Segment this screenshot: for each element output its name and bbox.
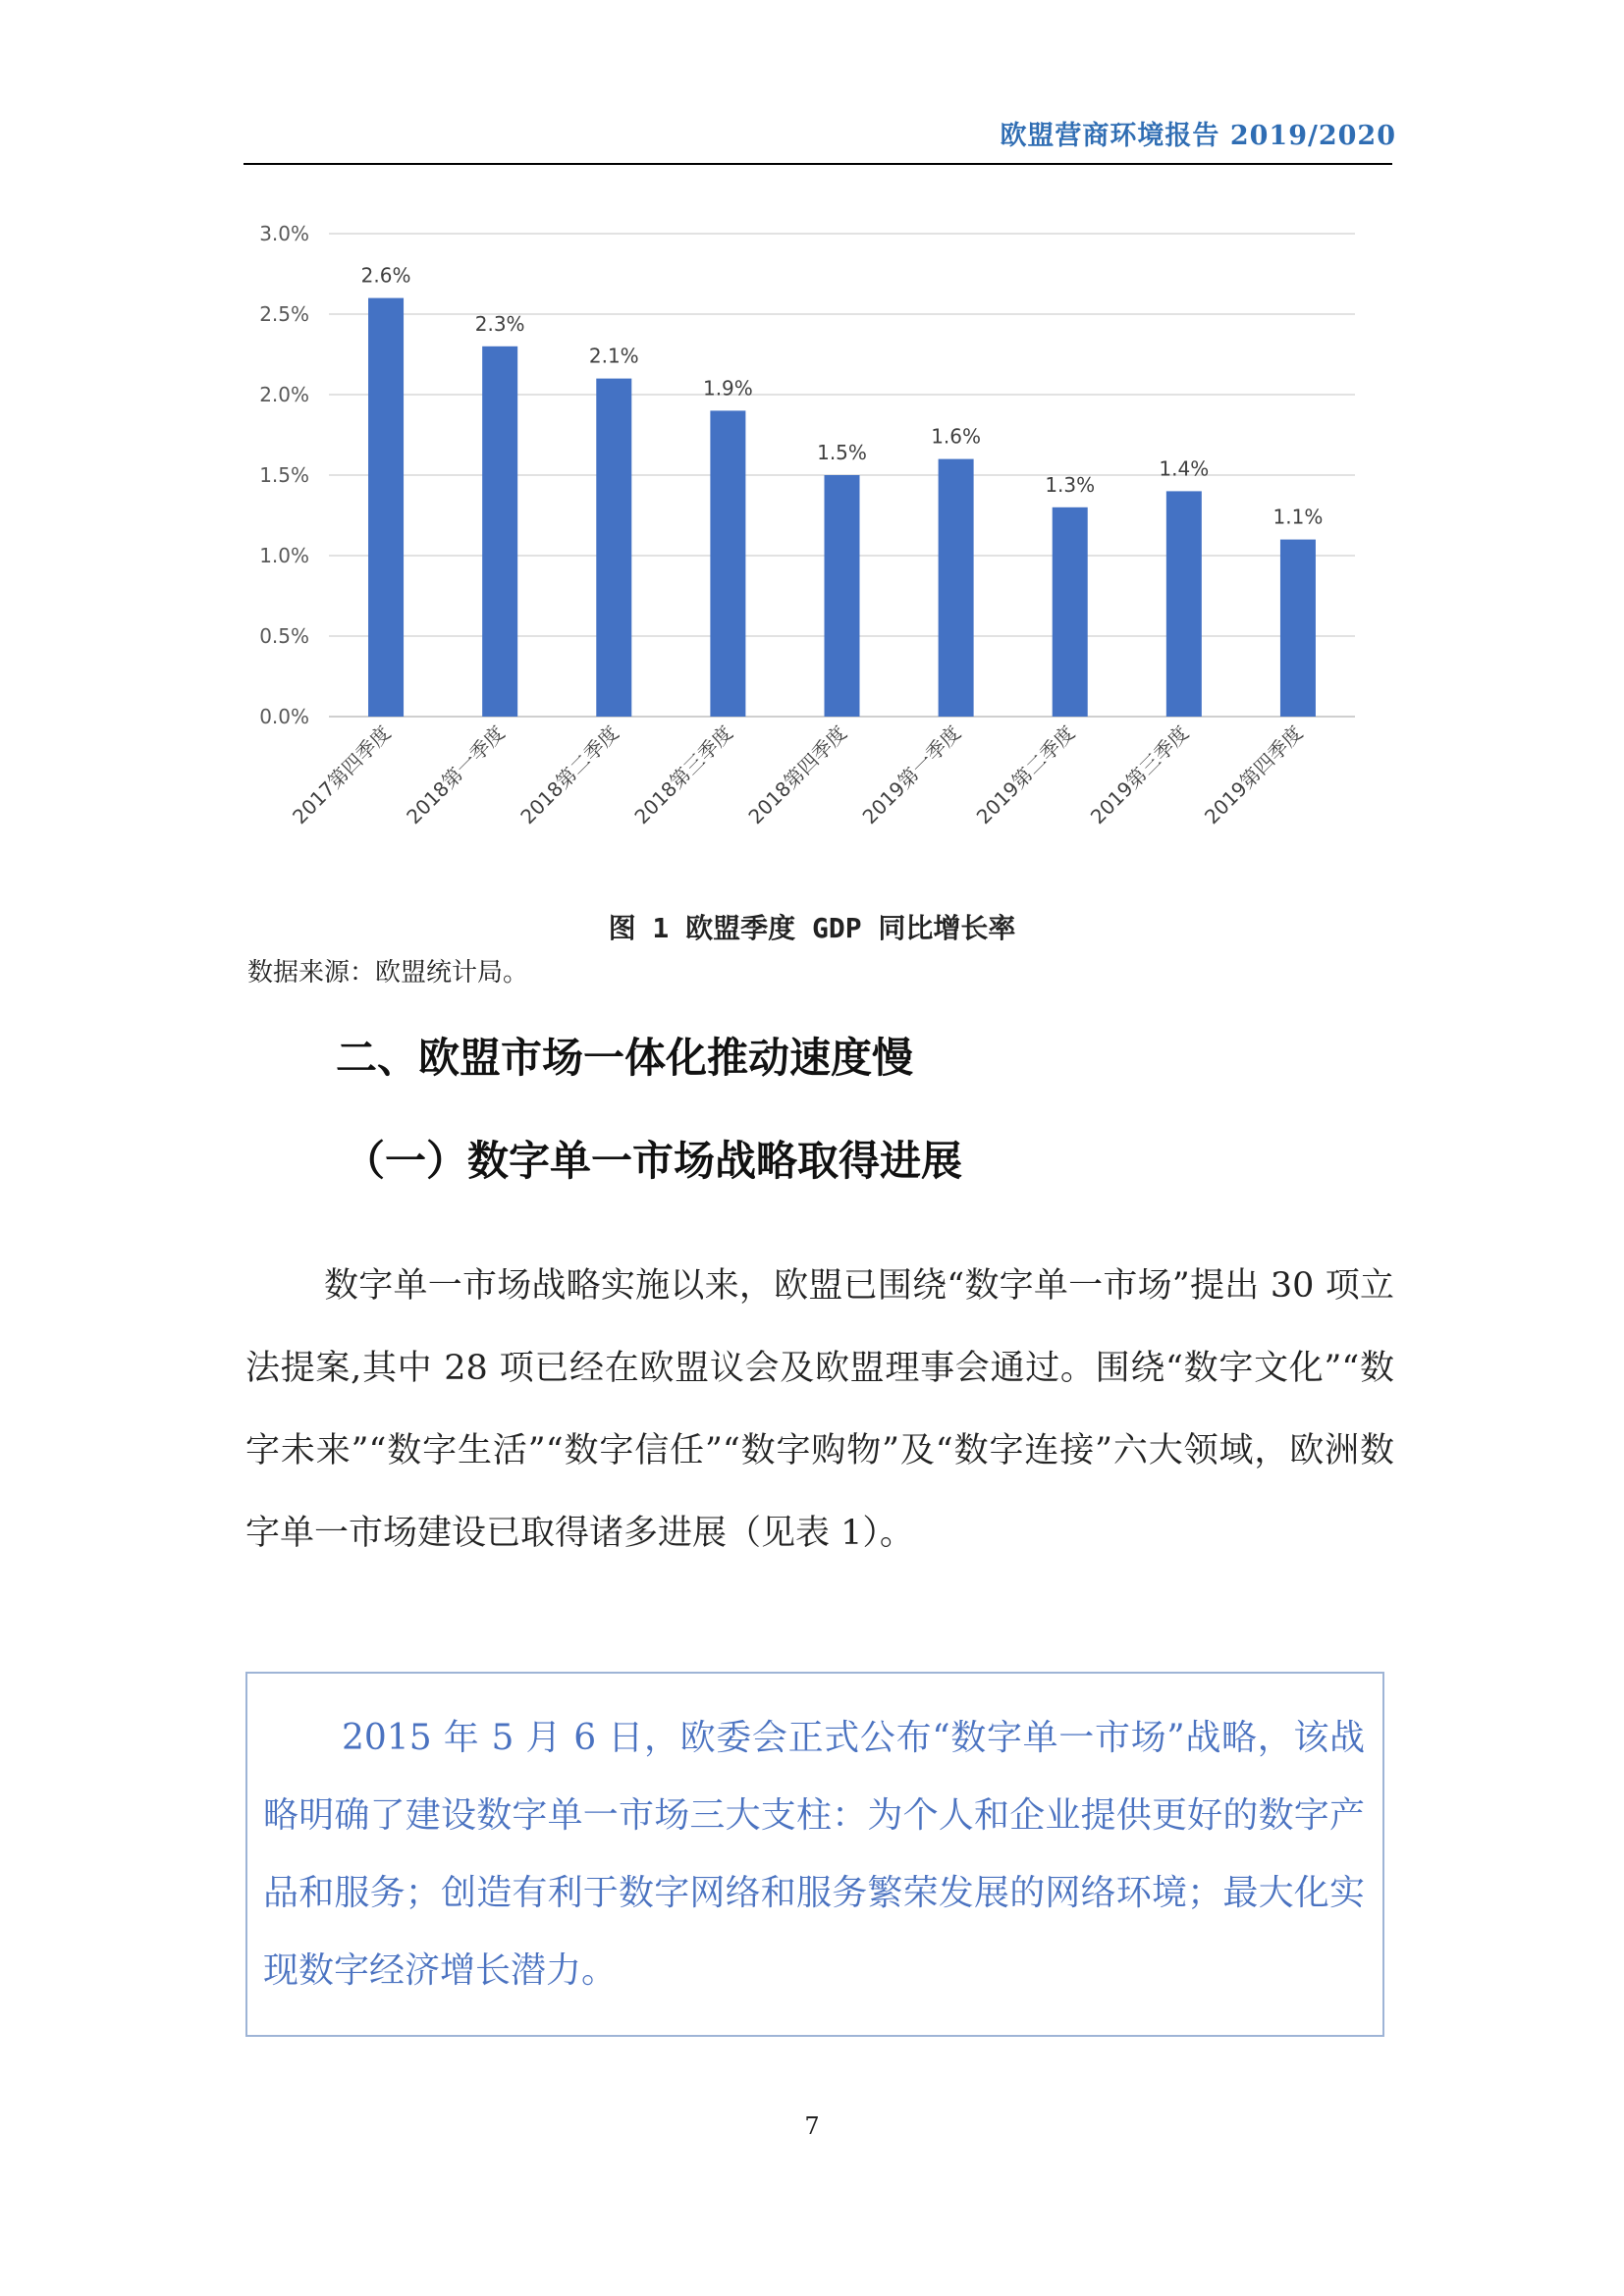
x-category-label: 2017第四季度 [288, 721, 396, 829]
bar-value-label: 2.1% [588, 344, 639, 368]
bar-value-label: 1.6% [931, 424, 982, 449]
x-category-label: 2019第一季度 [857, 721, 966, 829]
subsection-heading: （一）数字单一市场战略取得进展 [344, 1137, 963, 1185]
section-heading: 二、欧盟市场一体化推动速度慢 [336, 1034, 914, 1082]
bar [368, 298, 404, 717]
chart-bars [368, 298, 1316, 717]
bar [482, 347, 517, 717]
y-tick-label: 0.5% [259, 624, 309, 648]
bar [596, 379, 631, 717]
bar [1166, 491, 1202, 717]
x-category-label: 2019第二季度 [971, 721, 1080, 829]
y-axis-tick-labels [259, 222, 309, 728]
bar-value-label: 1.3% [1045, 472, 1096, 497]
y-tick-label: 2.5% [259, 302, 309, 326]
bar-value-label: 1.5% [817, 441, 867, 464]
bar-value-label: 2.6% [360, 263, 411, 288]
bar [1053, 507, 1088, 717]
bar-value-label: 1.9% [702, 376, 753, 400]
x-category-label: 2018第三季度 [629, 721, 737, 829]
y-tick-label: 3.0% [259, 222, 309, 245]
bar-value-label: 1.1% [1272, 505, 1324, 529]
figure-caption: 图 1 欧盟季度 GDP 同比增长率 [608, 912, 1016, 944]
bar [825, 475, 860, 717]
bar [1280, 540, 1316, 717]
x-category-label: 2018第一季度 [402, 721, 510, 829]
x-axis-category-labels [288, 721, 1307, 829]
y-tick-label: 2.0% [259, 383, 309, 406]
data-source-note: 数据来源：欧盟统计局。 [247, 958, 529, 988]
y-tick-label: 0.0% [259, 705, 309, 728]
callout-text: 2015 年 5 月 6 日，欧委会正式公布“数字单一市场”战略，该战略明确了建设数字单一市场三大支柱：为个人和企业提供更好的数字产品和服务；创造有利于数字网络和服务繁荣发展的网络环境；最大化实现数字经济增长潜力。 [263, 1718, 1365, 1991]
x-category-label: 2019第三季度 [1085, 721, 1194, 829]
bar [710, 410, 745, 717]
y-tick-label: 1.5% [259, 463, 309, 487]
header-rule [244, 163, 1392, 165]
bar [939, 459, 974, 717]
x-category-label: 2018第四季度 [743, 721, 852, 829]
x-category-label: 2018第二季度 [515, 721, 623, 829]
gdp-bar-chart [245, 206, 1365, 893]
bar-value-label: 2.3% [474, 311, 525, 336]
x-category-label: 2019第四季度 [1199, 721, 1308, 829]
y-tick-label: 1.0% [259, 544, 309, 567]
bar-value-label: 1.4% [1159, 456, 1210, 481]
body-paragraph: 数字单一市场战略实施以来，欧盟已围绕“数字单一市场”提出 30 项立法提案,其中 28 项已经在欧盟议会及欧盟理事会通过。围绕“数字文化”“数字未来”“数字生活”“数字信任”“数字购物”及“数字连接”六大领域，欧洲数字单一市场建设已取得诸多进展（见表 1）。 [245, 1266, 1394, 1553]
page-number: 7 [804, 2112, 820, 2140]
running-header: 欧盟营商环境报告 2019/2020 [1000, 121, 1396, 151]
callout-box [245, 1672, 1384, 2037]
